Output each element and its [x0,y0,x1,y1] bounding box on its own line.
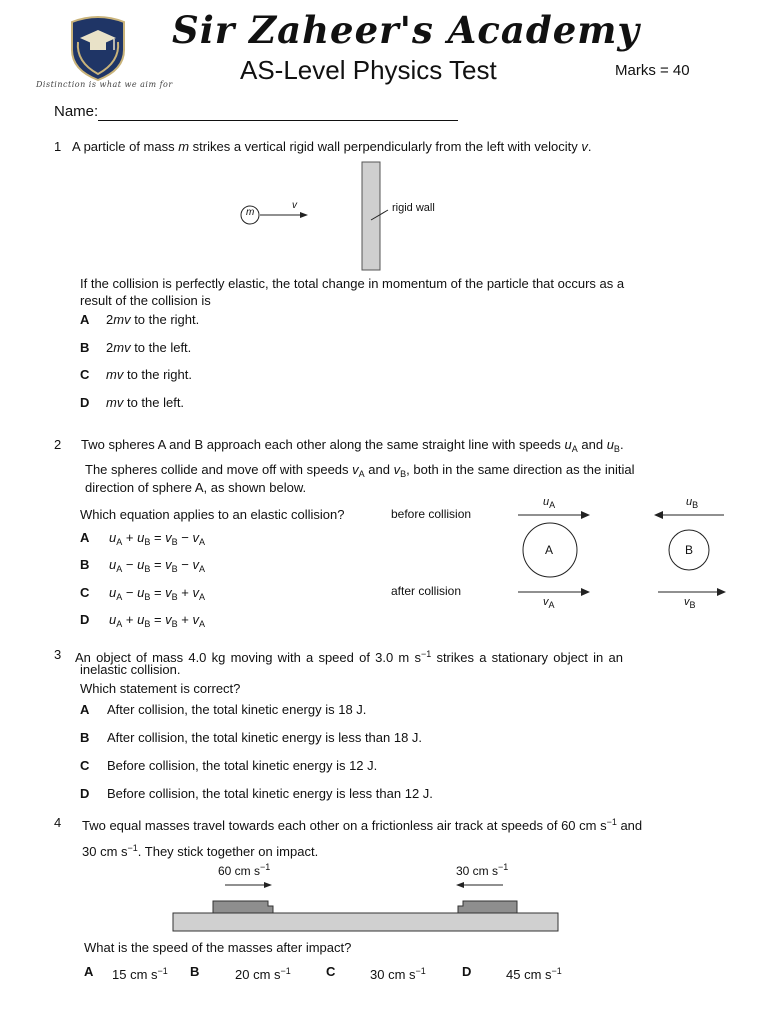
vb-label: $v_B$ [684,596,696,610]
q1-option-c[interactable]: C mv to the right. [80,367,192,382]
ua-label: $u_A$ [543,496,556,510]
va-label: $v_A$ [543,596,555,610]
q4-figure [170,858,562,934]
test-title: AS-Level Physics Test [240,55,497,85]
q4-line-1: Two equal masses travel towards each other on a frictionless air track at speeds of 60 cm $s^{-1}$ and [82,817,643,833]
marks-total: Marks = 40 [615,62,690,79]
name-field[interactable] [98,119,458,121]
q1-option-a[interactable]: A 2mv to the right. [80,312,200,327]
q1-option-d[interactable]: D mv to the left. [80,395,185,410]
q2-line-1: Two spheres A and B approach each other along the same straight line with speeds $u_A$ and $u_B$. [81,437,624,454]
q3-option-a[interactable]: A After collision, the total kinetic energy is 18 J. [80,702,367,717]
q4-number: 4 [54,815,62,830]
q4-option-d[interactable]: D 45 cm $s^{-1}$ [462,964,562,982]
right-speed-label: 30 cm $s^{-1}$ [456,862,509,878]
q1-text-2: result of the collision is [80,293,211,308]
name-label: Name: [54,103,99,120]
q3-option-b[interactable]: B After collision, the total kinetic energy is less than 18 J. [80,730,423,745]
q3-question: Which statement is correct? [80,681,241,696]
q1-stem: A particle of mass m strikes a vertical rigid wall perpendicularly from the left with velocity v. [72,139,592,154]
q2-figure [510,495,740,615]
rigid-wall-label: rigid wall [392,202,435,214]
q3-line-2: inelastic collision. [80,662,181,677]
q2-option-b[interactable]: B $u_A - u_B = v_B - v_A$ [80,557,206,574]
q2-line-3: direction of sphere A, as shown below. [85,480,307,495]
q3-number: 3 [54,647,62,662]
q1-text-1: If the collision is perfectly elastic, the total change in momentum of the particle that occurs as a [80,276,625,291]
before-collision-label: before collision [391,507,472,521]
academy-logo [66,12,130,82]
air-track [173,913,558,931]
q1-option-b[interactable]: B 2mv to the left. [80,340,192,355]
q3-option-c[interactable]: C Before collision, the total kinetic energy is 12 J. [80,758,378,773]
q3-line-1: An object of mass 4.0 kg moving with a speed of 3.0 m $s^{-1}$ strikes a stationary object in an [75,649,623,665]
q4-option-c[interactable]: C 30 cm $s^{-1}$ [326,964,426,982]
q1-number: 1 [54,139,62,154]
fig-mass-label: m [246,207,255,218]
after-collision-label: after collision [391,584,462,598]
q2-number: 2 [54,437,62,452]
q2-option-c[interactable]: C $u_A - u_B = v_B + v_A$ [80,585,206,602]
q2-option-a[interactable]: A $u_A + u_B = v_B - v_A$ [80,530,206,547]
fig-velocity-label: v [292,200,297,211]
q3-option-d[interactable]: D Before collision, the total kinetic energy is less than 12 J. [80,786,433,801]
right-glider [458,901,517,913]
q2-line-2: The spheres collide and move off with speeds $v_A$ and $v_B$, both in the same direction as the initial [85,462,635,479]
q4-option-b[interactable]: B 20 cm $s^{-1}$ [190,964,291,982]
q2-option-d[interactable]: D $u_A + u_B = v_B + v_A$ [80,612,206,629]
left-glider [213,901,273,913]
sphere-a-label: A [545,543,554,557]
sphere-b-label: B [685,543,694,557]
left-speed-label: 60 cm $s^{-1}$ [218,862,271,878]
ub-label: $u_B$ [686,496,699,510]
academy-name: Sir Zaheer's Academy [172,8,640,52]
q2-question: Which equation applies to an elastic collision? [80,507,345,522]
q4-line-2: 30 cm $s^{-1}$. They stick together on impact. [82,843,319,859]
academy-motto: Distinction is what we aim for [36,80,173,89]
q4-option-a[interactable]: A 15 cm $s^{-1}$ [84,964,168,982]
q1-figure [230,160,470,272]
q4-question: What is the speed of the masses after impact? [84,940,352,955]
